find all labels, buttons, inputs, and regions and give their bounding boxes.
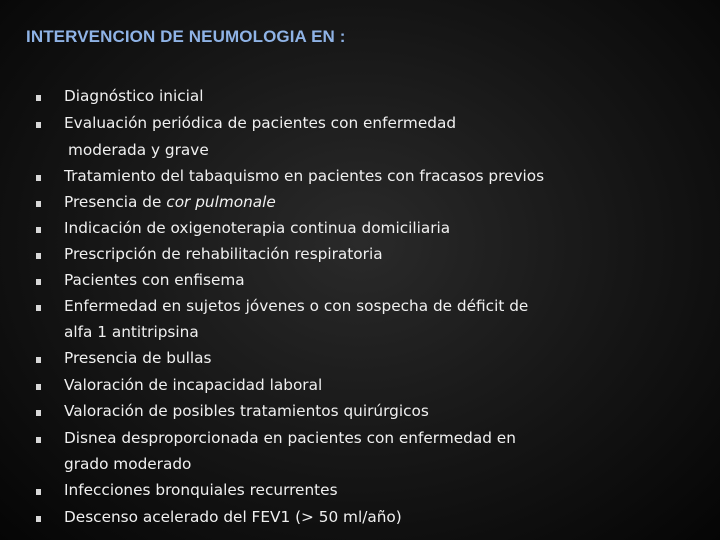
bullet-square-icon [36,253,41,259]
item-text: Pacientes con enfisema [64,271,245,289]
item-text: Valoración de incapacidad laboral [64,376,323,394]
bullet-square-icon [36,227,41,233]
bullet-square-icon [36,175,41,181]
bullet-square-icon [36,357,41,363]
item-text [64,192,276,212]
item-text-continued: moderada y grave [68,141,209,159]
item-text: Presencia de bullas [64,349,212,367]
bullet-square-icon [36,201,41,207]
bullet-square-icon [36,95,41,101]
item-text: Prescripción de rehabilitación respiratoria [64,245,383,263]
item-text: Enfermedad en sujetos jóvenes o con sospecha de déficit de [64,297,529,315]
bullet-square-icon [36,489,41,495]
item-text: Disnea desproporcionada en pacientes con enfermedad en [64,429,516,447]
item-text-continued: alfa 1 antitripsina [64,323,199,341]
item-text-prefix: Presencia de [64,193,167,211]
bullet-square-icon [36,516,41,522]
bullet-square-icon [36,305,41,311]
item-text-continued: grado moderado [64,455,192,473]
item-text-emphasis: cor pulmonale [166,193,276,211]
bullet-square-icon [36,384,41,390]
slide-title: INTERVENCION DE NEUMOLOGIA EN : [26,27,346,46]
item-text: Indicación de oxigenoterapia continua domiciliaria [64,219,451,237]
item-text: Tratamiento del tabaquismo en pacientes con fracasos previos [64,167,545,185]
item-text: Infecciones bronquiales recurrentes [64,481,338,499]
item-text: Evaluación periódica de pacientes con enfermedad [64,114,457,132]
bullet-square-icon [36,279,41,285]
bullet-square-icon [36,410,41,416]
item-text: Valoración de posibles tratamientos quirúrgicos [64,402,429,420]
item-text: Descenso acelerado del FEV1 (> 50 ml/año) [64,508,402,526]
bullet-square-icon [36,437,41,443]
bullet-square-icon [36,122,41,128]
item-text: Diagnóstico inicial [64,87,204,105]
